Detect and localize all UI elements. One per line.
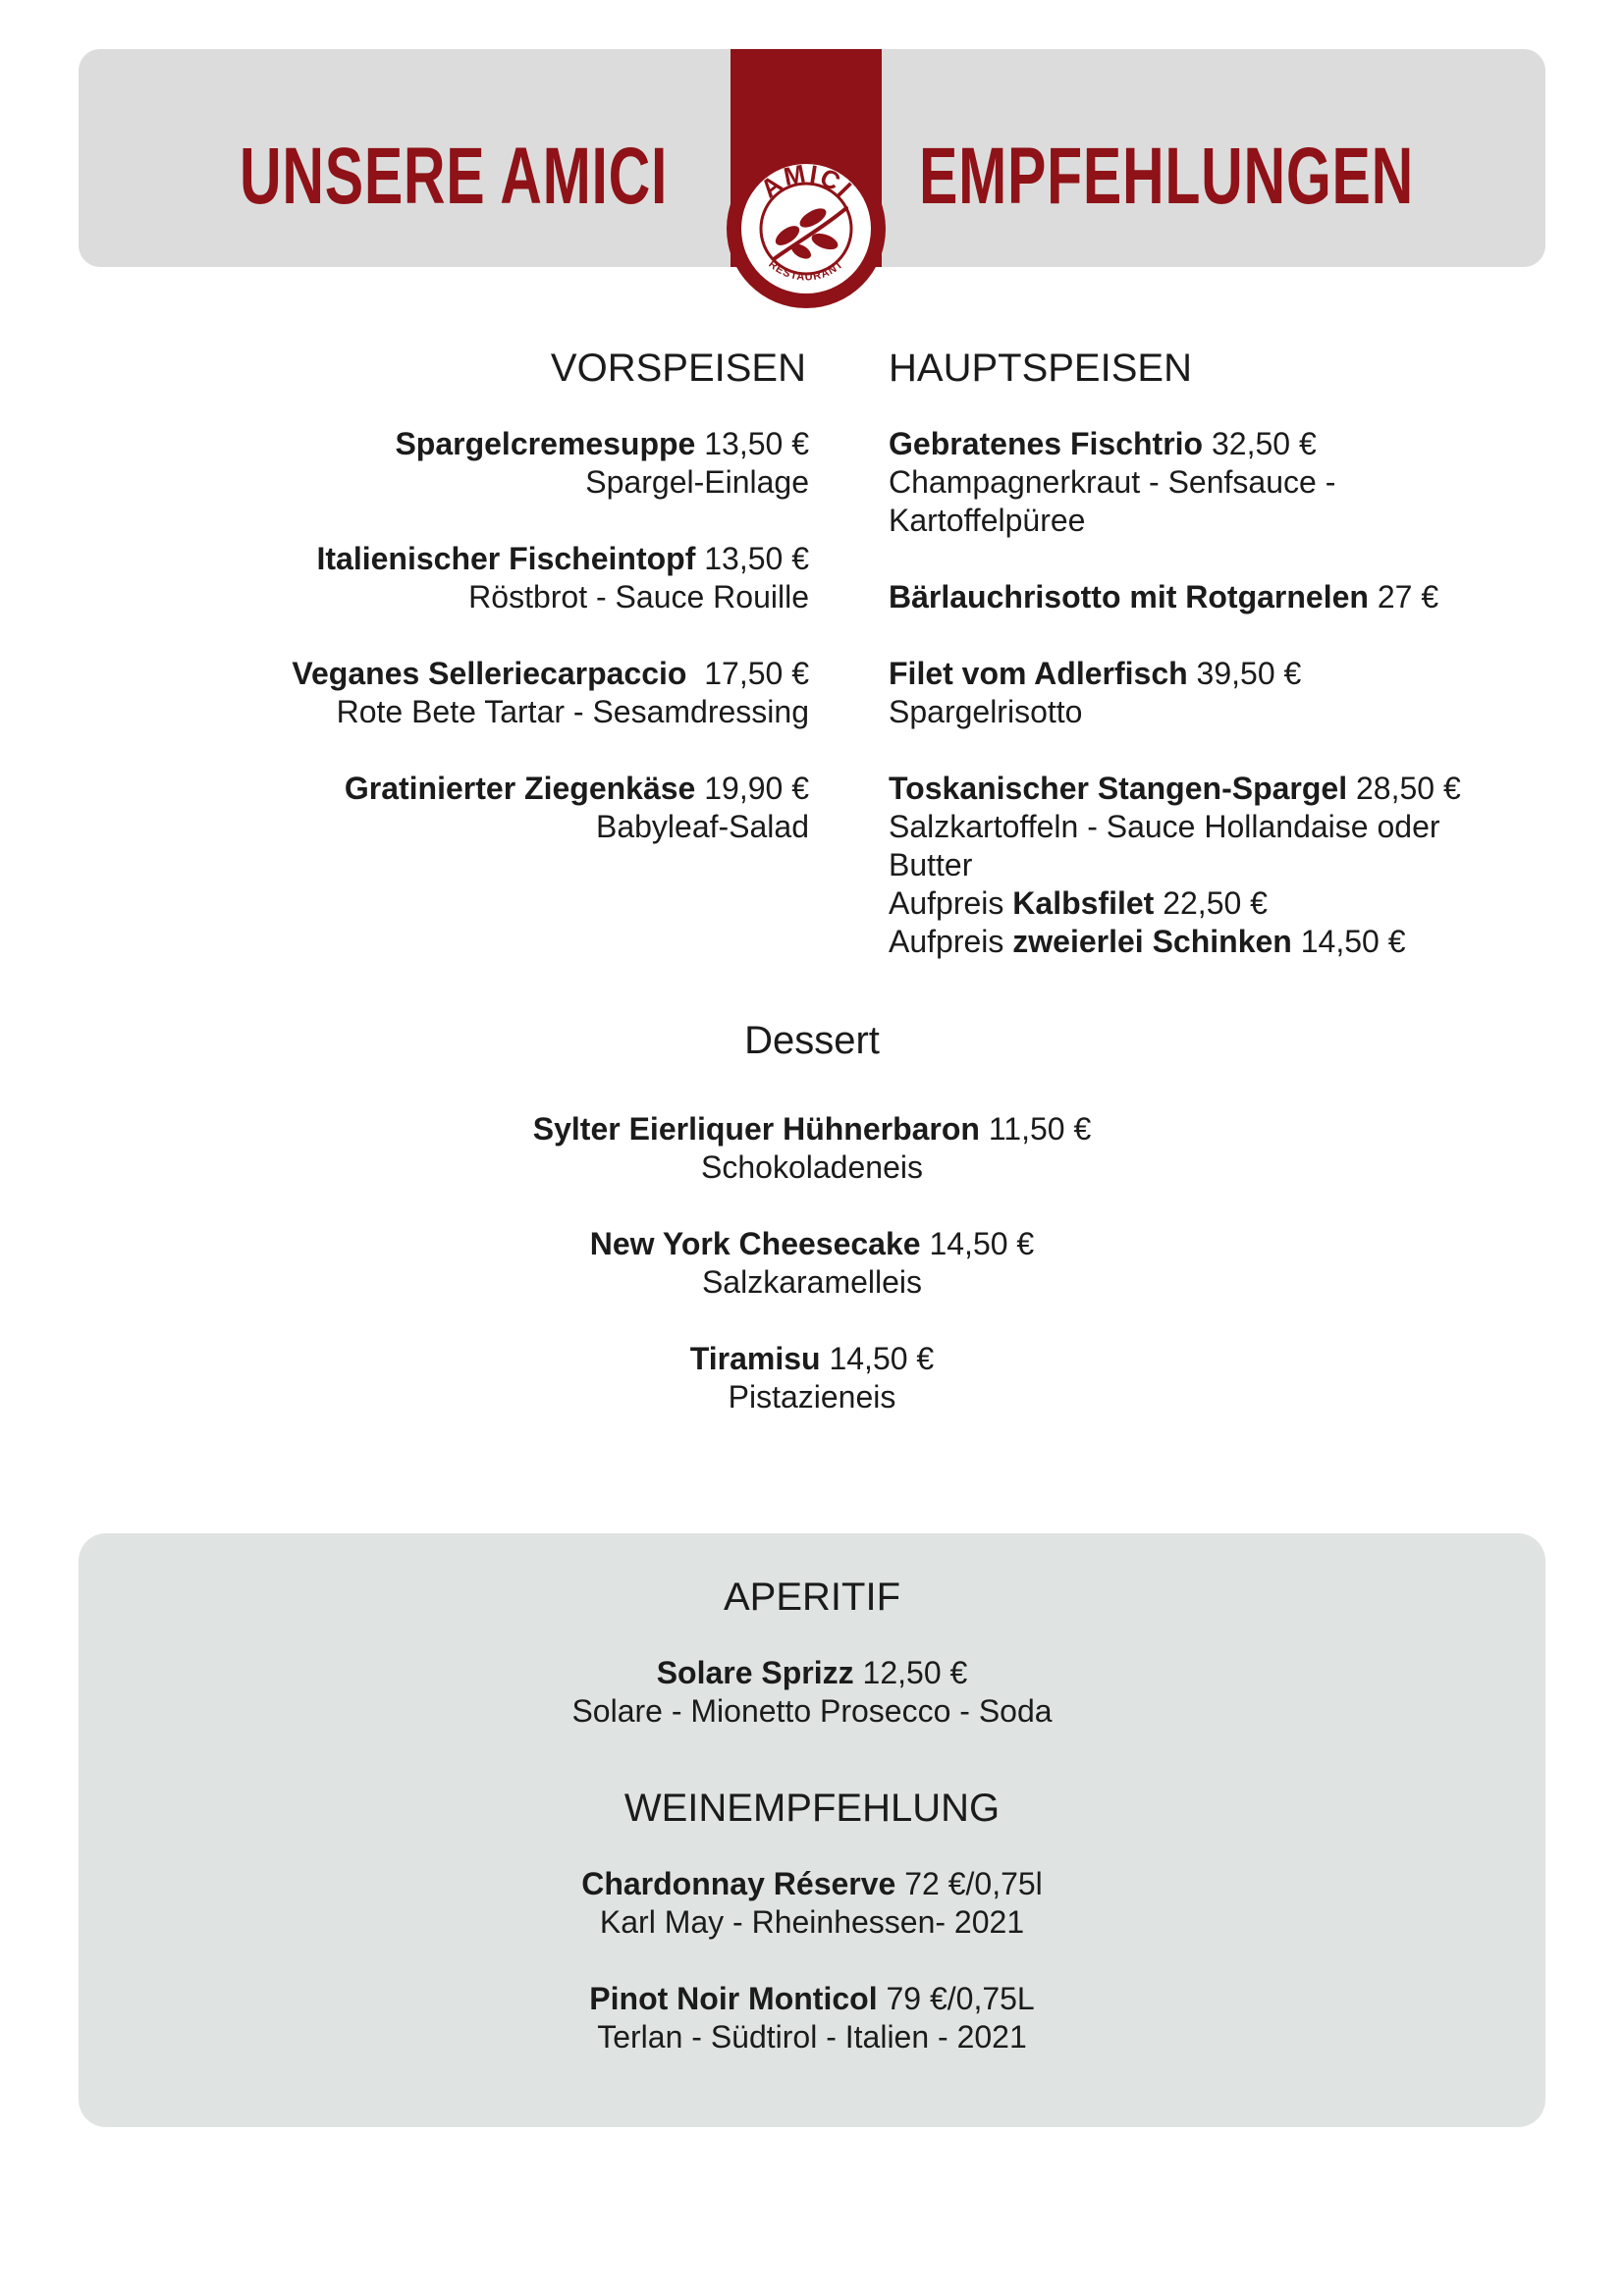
item-price: 11,50 € xyxy=(988,1111,1092,1147)
item-description: Rote Bete Tartar - Sesamdressing xyxy=(336,694,809,729)
item-price: 13,50 € xyxy=(704,541,809,576)
item-price: 79 €/0,75L xyxy=(886,1981,1035,2016)
extra-price: 14,50 € xyxy=(1300,924,1406,959)
menu-item xyxy=(220,425,809,502)
item-price: 39,50 € xyxy=(1196,656,1302,691)
item-price: 19,90 € xyxy=(704,771,809,806)
menu-item xyxy=(889,578,1517,616)
drinks-box xyxy=(79,1533,1545,2127)
menu-item xyxy=(0,1110,1624,1187)
item-price: 12,50 € xyxy=(862,1655,968,1690)
item-price: 72 €/0,75l xyxy=(904,1866,1043,1901)
item-name: Pinot Noir Monticol xyxy=(589,1981,878,2016)
menu-item xyxy=(79,1865,1545,1942)
item-name: Toskanischer Stangen-Spargel xyxy=(889,771,1348,806)
dessert-list xyxy=(0,1110,1624,1455)
item-name: Chardonnay Réserve xyxy=(581,1866,896,1901)
item-name: Tiramisu xyxy=(689,1341,821,1376)
item-description: Spargelrisotto xyxy=(889,694,1083,729)
item-description: Salzkartoffeln - Sauce Hollandaise oder Butter xyxy=(889,809,1440,882)
item-price: 14,50 € xyxy=(829,1341,935,1376)
item-description: Solare - Mionetto Prosecco - Soda xyxy=(571,1693,1053,1729)
item-description: Röstbrot - Sauce Rouille xyxy=(468,579,809,614)
item-description: Schokoladeneis xyxy=(701,1149,923,1185)
section-heading-hauptspeisen: HAUPTSPEISEN xyxy=(889,347,1192,390)
section-heading-aperitif: APERITIF xyxy=(723,1575,901,1619)
logo-top-text: AMICI xyxy=(754,158,859,204)
menu-item xyxy=(0,1340,1624,1416)
item-price: 14,50 € xyxy=(929,1226,1035,1261)
item-description: Babyleaf-Salad xyxy=(595,809,809,844)
hauptspeisen-list xyxy=(889,425,1517,999)
extra-price: 22,50 € xyxy=(1163,885,1268,921)
section-heading-weinempfehlung: WEINEMPFEHLUNG xyxy=(623,1787,1001,1830)
item-description: Pistazieneis xyxy=(728,1379,896,1415)
extra-prefix: Aufpreis xyxy=(889,924,1004,959)
item-price: 13,50 € xyxy=(704,426,809,461)
menu-item xyxy=(889,655,1517,731)
extra-name: Kalbsfilet xyxy=(1012,885,1155,921)
page-title-left: UNSERE AMICI xyxy=(240,132,669,221)
item-extra xyxy=(889,923,1517,961)
item-price: 17,50 € xyxy=(704,656,809,691)
item-name: Solare Sprizz xyxy=(656,1655,854,1690)
item-description: Terlan - Südtirol - Italien - 2021 xyxy=(597,2019,1027,2055)
menu-item xyxy=(220,770,809,846)
section-heading-vorspeisen: VORSPEISEN xyxy=(550,347,806,390)
menu-item xyxy=(220,540,809,616)
menu-item xyxy=(0,1225,1624,1302)
item-price: 32,50 € xyxy=(1211,426,1317,461)
page-title-right: EMPFEHLUNGEN xyxy=(919,132,1414,221)
item-name: New York Cheesecake xyxy=(589,1226,921,1261)
menu-item xyxy=(889,770,1517,961)
amici-logo-icon xyxy=(727,149,886,308)
item-name: Bärlauchrisotto mit Rotgarnelen xyxy=(889,579,1369,614)
item-price: 28,50 € xyxy=(1355,771,1461,806)
menu-item xyxy=(79,1654,1545,1731)
logo-bottom-text: RESTAURANT xyxy=(766,258,846,284)
item-description: Spargel-Einlage xyxy=(585,464,809,500)
item-description: Champagnerkraut - Senfsauce - Kartoffelpüree xyxy=(889,464,1336,538)
item-extra xyxy=(889,884,1517,923)
item-price: 27 € xyxy=(1377,579,1439,614)
amici-logo xyxy=(727,149,886,308)
item-name: Italienischer Fischeintopf xyxy=(316,541,696,576)
item-name: Sylter Eierliquer Hühnerbaron xyxy=(532,1111,980,1147)
item-name: Gratinierter Ziegenkäse xyxy=(344,771,696,806)
item-name: Gebratenes Fischtrio xyxy=(889,426,1204,461)
item-description: Karl May - Rheinhessen- 2021 xyxy=(599,1904,1025,1940)
item-name: Filet vom Adlerfisch xyxy=(889,656,1188,691)
extra-name: zweierlei Schinken xyxy=(1012,924,1292,959)
item-name: Spargelcremesuppe xyxy=(395,426,696,461)
aperitif-list xyxy=(79,1654,1545,1769)
item-description: Salzkaramelleis xyxy=(701,1264,923,1300)
vorspeisen-list xyxy=(220,425,809,884)
menu-item xyxy=(889,425,1517,540)
menu-item xyxy=(220,655,809,731)
menu-item xyxy=(79,1980,1545,2056)
section-heading-dessert: Dessert xyxy=(744,1019,880,1062)
weinempfehlung-list xyxy=(79,1865,1545,2095)
item-name: Veganes Selleriecarpaccio xyxy=(292,656,687,691)
extra-prefix: Aufpreis xyxy=(889,885,1004,921)
